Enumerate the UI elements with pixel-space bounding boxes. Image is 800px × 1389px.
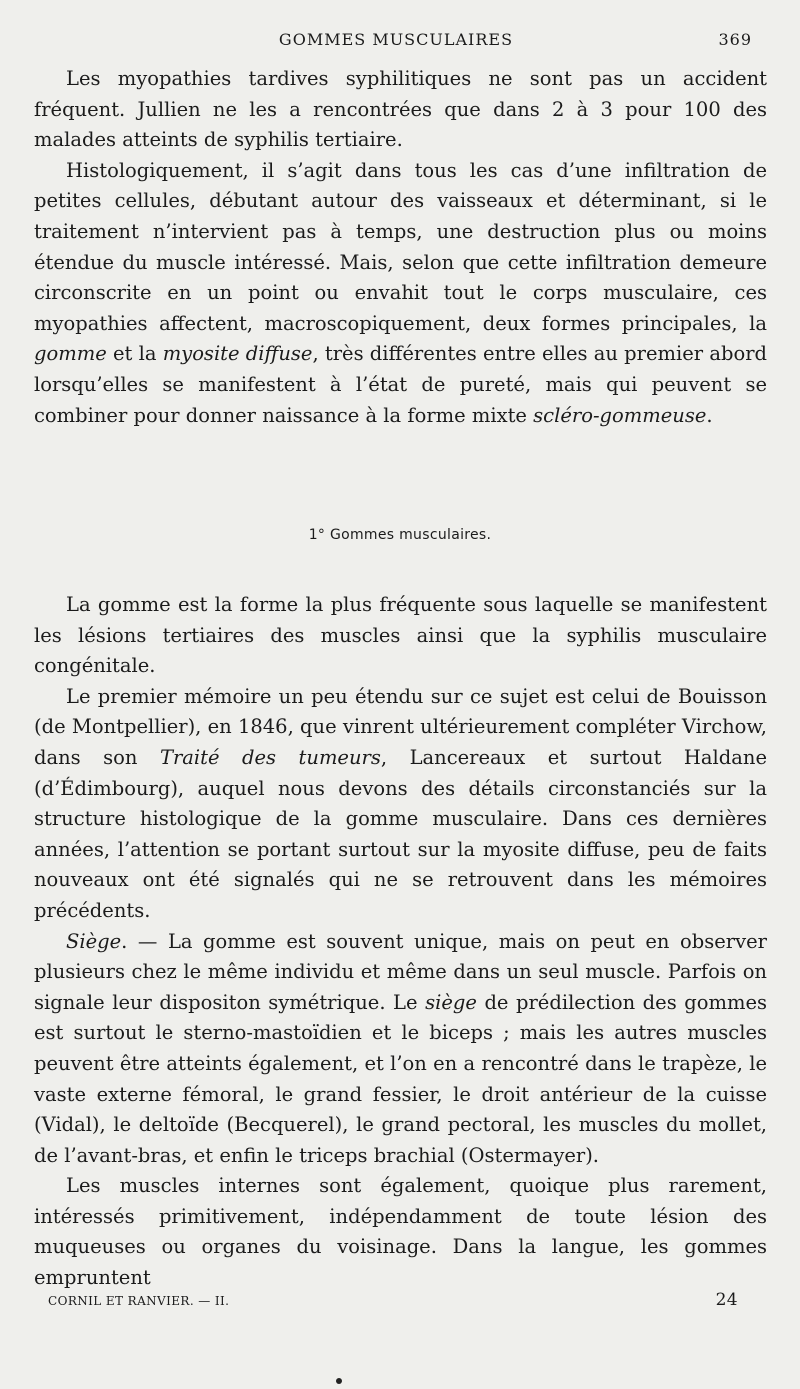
text-run: , très différentes entre elles au premier abord lorsqu’elles se manifestent à l’état de pureté, mais qui peuvent se combiner pour donner naissance à la forme mixte [34,342,767,427]
running-header [40,30,752,54]
body-section [34,590,767,1294]
paragraph-3: La gomme est la forme la plus fréquente sous laquelle se manifestent les lésions tertiaires des muscles ainsi que la syphilis musculaire congénitale. [34,593,767,678]
text-run: Histologiquement, il s’agit dans tous les cas d’une infiltration de petites cellules, débutant autour des vaisseaux et déterminant, si le traitement n’intervient pas à temps, une destruction plus ou moins étendue du muscle intéressé. Mais, selon que cette infiltration demeure circonscrite en un point ou envahit tout le corps musculaire, ces myopathies affectent, macroscopiquement, deux formes principales, la [34,158,767,335]
paragraph-2 [34,156,767,431]
text-run: Le premier mémoire un peu étendu sur ce sujet est celui de Bouisson (de Montpellier), en 1846, que vinrent ultérieurement compléter Virchow, dans son [34,684,767,769]
term-siege-2: siège [425,990,477,1014]
page-footer [48,1290,738,1314]
paragraph-1: Les myopathies tardives syphilitiques ne sont pas un accident fréquent. Jullien ne les a rencontrées que dans 2 à 3 pour 100 des malades atteints de syphilis tertiaire. [34,67,767,152]
text-run: de prédilection des gommes est surtout le sterno-mastoïdien et le biceps ; mais les autres muscles peuvent être atteints également, et l’on en a rencontré dans le trapèze, le vaste externe fémoral, le grand fessier, le droit antérieur de la cuisse (Vidal), le deltoïde (Becquerel), le grand pectoral, les muscles du mollet, de l’avant-bras, et enfin le triceps brachial (Ostermayer). [34,990,767,1167]
running-title: GOMMES MUSCULAIRES [278,30,514,49]
term-gomme: gomme [34,342,107,366]
text-run: . — La gomme est souvent unique, mais on peut en observer plusieurs chez le même individu et même dans un seul muscle. Parfois on signale leur dispositon symétrique. Le [34,929,767,1014]
text-run: . [706,403,713,427]
signature-mark: 24 [715,1290,738,1310]
term-sclero-gommeuse: scléro-gommeuse [533,403,707,427]
paragraph-5 [34,927,767,1172]
text-run: , Lancereaux et surtout Haldane (d’Édimbourg), auquel nous devons des détails circonstanciés sur la structure histologique de la gomme musculaire. Dans ces dernières années, l’attention se portant surtout sur la myosite diffuse, peu de faits nouveaux ont été signalés qui ne se retrouvent dans les mémoires précédents. [34,745,767,922]
text-run: et la [106,342,163,366]
term-siege: Siège [66,929,122,953]
ink-dot [336,1378,342,1384]
footer-authors: CORNIL ET RANVIER. — II. [48,1294,230,1308]
term-myosite-diffuse: myosite diffuse [162,342,313,366]
paragraph-4 [34,682,767,927]
paragraph-6: Les muscles internes sont également, quoique plus rarement, intéressés primitivement, indépendamment de toute lésion des muqueuses ou organes du voisinage. Dans la langue, les gommes empruntent [34,1174,767,1290]
page-number: 369 [718,30,752,49]
section-title: 1° Gommes musculaires. [308,527,492,543]
intro-section [34,64,767,431]
term-traite-des-tumeurs: Traité des tumeurs [159,745,381,769]
